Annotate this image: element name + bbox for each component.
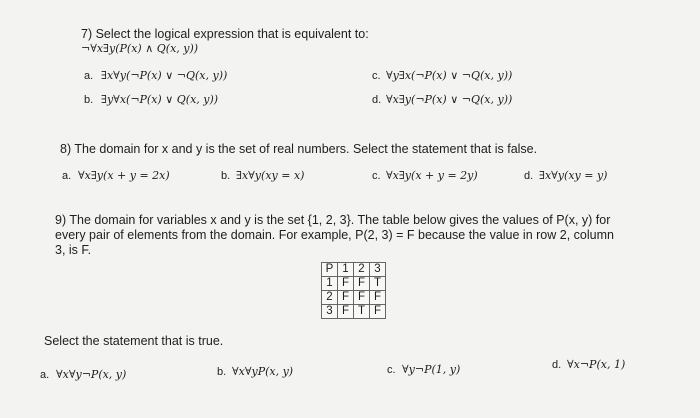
truth-table-row-header: 1 bbox=[322, 277, 338, 291]
q9-option-d-expr[interactable]: ∀x¬P(x, 1) bbox=[567, 358, 626, 371]
q9-option-a-letter[interactable]: a. bbox=[40, 369, 50, 381]
q9-text-line-3: 3, is F. bbox=[55, 243, 92, 257]
truth-table-cell: F bbox=[338, 305, 354, 319]
truth-table-corner: P bbox=[322, 263, 338, 277]
truth-table-col-header: 3 bbox=[370, 263, 386, 277]
q9-text-line-2: every pair of elements from the domain. For example, P(2, 3) = F because the value in row 2, column bbox=[55, 228, 614, 242]
truth-table-row bbox=[322, 277, 386, 291]
q8-option-c-expr[interactable]: ∀x∃y(x + y = 2y) bbox=[386, 169, 478, 182]
q9-option-c-letter[interactable]: c. bbox=[387, 364, 396, 376]
truth-table-row-header: 3 bbox=[322, 305, 338, 319]
truth-table-col-header: 1 bbox=[338, 263, 354, 277]
truth-table-cell: F bbox=[354, 277, 370, 291]
q7-option-c-expr[interactable]: ∀y∃x(¬P(x) ∨ ¬Q(x, y)) bbox=[386, 69, 513, 82]
q8-option-c-letter[interactable]: c. bbox=[372, 170, 381, 182]
truth-table-cell: T bbox=[354, 305, 370, 319]
truth-table-cell: T bbox=[370, 277, 386, 291]
q9-text-line-1: 9) The domain for variables x and y is the set {1, 2, 3}. The table below gives the values of P(x, y) for bbox=[55, 213, 611, 227]
q9-option-b-letter[interactable]: b. bbox=[217, 366, 227, 378]
q7-question: 7) Select the logical expression that is equivalent to: bbox=[81, 27, 369, 41]
q7-option-c-letter[interactable]: c. bbox=[372, 70, 381, 82]
truth-table-cell: F bbox=[354, 291, 370, 305]
truth-table-cell: F bbox=[370, 291, 386, 305]
truth-table-header-row bbox=[322, 263, 386, 277]
truth-table-cell: F bbox=[338, 291, 354, 305]
q9-option-b-expr[interactable]: ∀x∀yP(x, y) bbox=[232, 365, 294, 378]
q7-option-a-expr[interactable]: ∃x∀y(¬P(x) ∨ ¬Q(x, y)) bbox=[101, 69, 228, 82]
q8-option-b-letter[interactable]: b. bbox=[221, 170, 231, 182]
q7-option-b-letter[interactable]: b. bbox=[84, 94, 94, 106]
truth-table-cell: F bbox=[338, 277, 354, 291]
q8-question: 8) The domain for x and y is the set of real numbers. Select the statement that is false. bbox=[60, 142, 538, 156]
truth-table-cell: F bbox=[370, 305, 386, 319]
truth-table-col-header: 2 bbox=[354, 263, 370, 277]
q7-option-d-expr[interactable]: ∀x∃y(¬P(x) ∨ ¬Q(x, y)) bbox=[386, 93, 513, 106]
q9-option-c-expr[interactable]: ∀y¬P(1, y) bbox=[402, 363, 461, 376]
q9-option-d-letter[interactable]: d. bbox=[552, 359, 562, 371]
q8-option-a-letter[interactable]: a. bbox=[62, 170, 72, 182]
q7-option-d-letter[interactable]: d. bbox=[372, 94, 382, 106]
q7-option-b-expr[interactable]: ∃y∀x(¬P(x) ∨ Q(x, y)) bbox=[101, 93, 219, 106]
truth-table-row bbox=[322, 291, 386, 305]
q8-option-a-expr[interactable]: ∀x∃y(x + y = 2x) bbox=[78, 169, 170, 182]
truth-table-row bbox=[322, 305, 386, 319]
truth-table bbox=[321, 262, 386, 319]
q9-prompt: Select the statement that is true. bbox=[44, 334, 224, 348]
q8-option-b-expr[interactable]: ∃x∀y(xy = x) bbox=[236, 169, 305, 182]
q7-expression: ¬∀x∃y(P(x) ∧ Q(x, y)) bbox=[81, 42, 199, 55]
q8-option-d-expr[interactable]: ∃x∀y(xy = y) bbox=[539, 169, 608, 182]
q8-option-d-letter[interactable]: d. bbox=[524, 170, 534, 182]
q9-option-a-expr[interactable]: ∀x∀y¬P(x, y) bbox=[56, 368, 127, 381]
q7-option-a-letter[interactable]: a. bbox=[84, 70, 94, 82]
truth-table-row-header: 2 bbox=[322, 291, 338, 305]
